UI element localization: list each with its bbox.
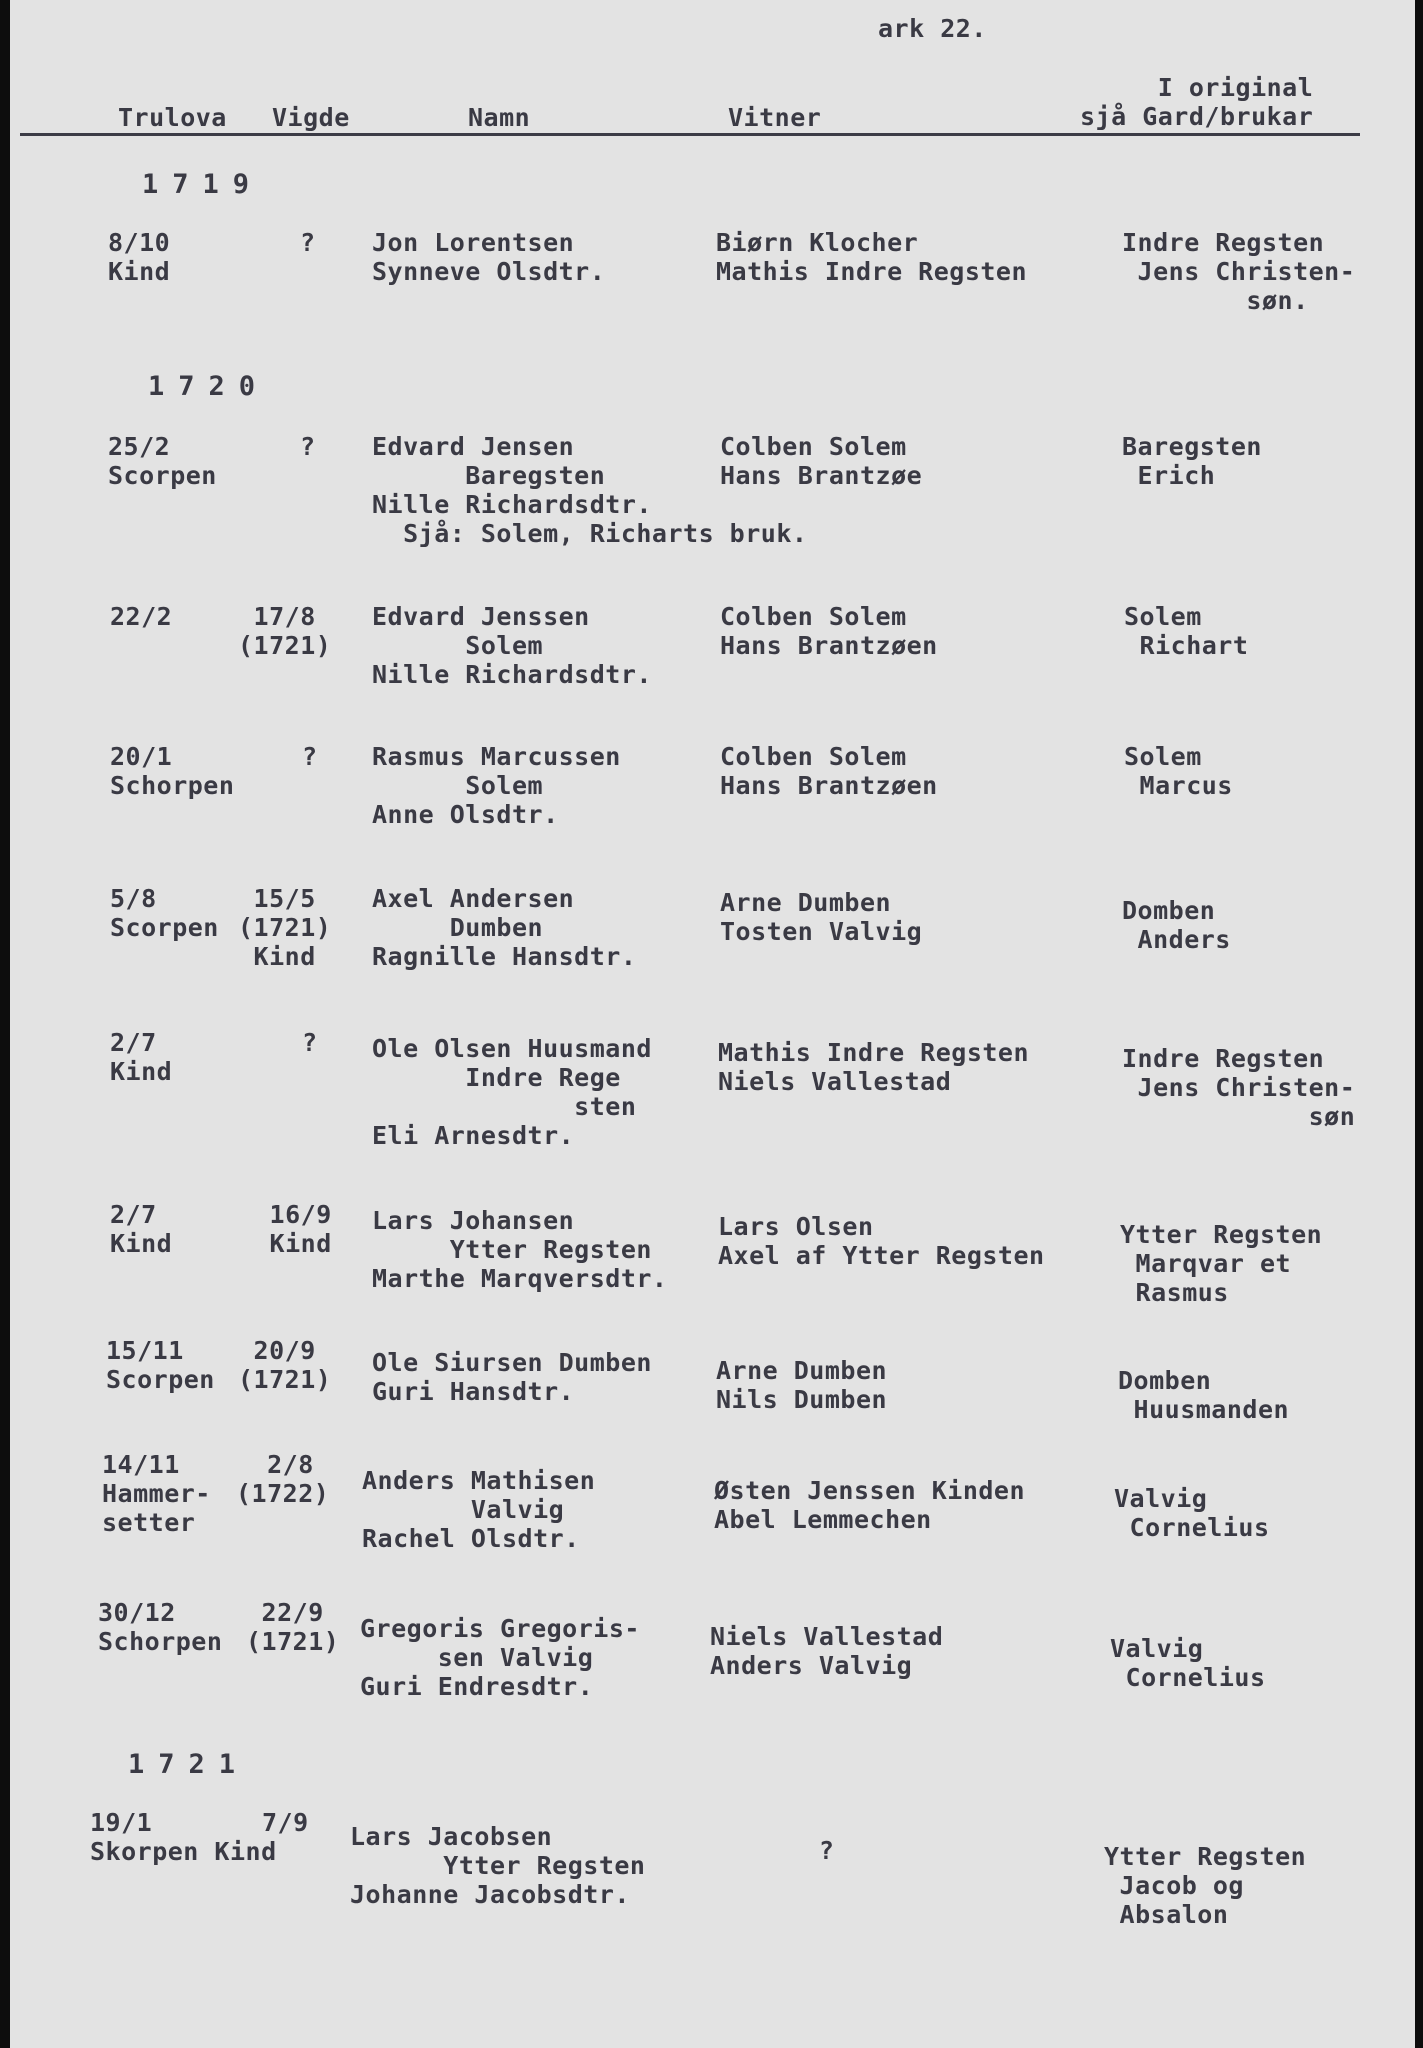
vitner-cell: Østen Jenssen Kinden Abel Lemmechen xyxy=(714,1476,1026,1534)
year-heading: 1721 xyxy=(128,1749,250,1780)
original-cell: Solem Marcus xyxy=(1124,742,1233,800)
original-cell: Ytter Regsten Jacob og Absalon xyxy=(1104,1842,1307,1929)
vitner-cell: Arne Dumben Nils Dumben xyxy=(716,1356,888,1414)
vigde-cell: 22/9 (1721) xyxy=(246,1598,340,1656)
vigde-cell: ? xyxy=(300,228,316,257)
vitner-cell: Lars Olsen Axel af Ytter Regsten xyxy=(718,1212,1045,1270)
header-namn: Namn xyxy=(468,103,531,132)
sheet-label: ark 22. xyxy=(878,14,987,43)
trulova-cell: 2/7 Kind xyxy=(110,1028,173,1086)
vitner-cell: Colben Solem Hans Brantzøen xyxy=(720,602,938,660)
vitner-cell: Colben Solem Hans Brantzøen xyxy=(720,742,938,800)
vigde-cell: 2/8 (1722) xyxy=(236,1450,330,1508)
header-trulova: Trulova xyxy=(118,103,227,132)
original-cell: Indre Regsten Jens Christen- søn. xyxy=(1122,228,1356,315)
trulova-cell: 14/11 Hammer- setter xyxy=(102,1450,211,1537)
trulova-cell: 20/1 Schorpen xyxy=(110,742,235,800)
original-cell: Ytter Regsten Marqvar et Rasmus xyxy=(1120,1220,1323,1307)
header-original: I original sjå Gard/brukar xyxy=(1080,73,1314,131)
namn-cell: Axel Andersen Dumben Ragnille Hansdtr. xyxy=(372,884,637,971)
namn-cell: Lars Johansen Ytter Regsten Marthe Marqversdtr. xyxy=(372,1206,668,1293)
vigde-cell: 20/9 (1721) xyxy=(238,1336,332,1394)
original-cell: Baregsten Erich xyxy=(1122,432,1262,490)
vitner-cell: Biørn Klocher Mathis Indre Regsten xyxy=(716,228,1028,286)
namn-cell: Jon Lorentsen Synneve Olsdtr. xyxy=(372,228,606,286)
vitner-cell: Niels Vallestad Anders Valvig xyxy=(710,1622,944,1680)
namn-cell: Gregoris Gregoris- sen Valvig Guri Endresdtr. xyxy=(360,1614,640,1701)
vigde-cell: 16/9 Kind xyxy=(269,1200,332,1258)
namn-cell: Edvard Jensen Baregsten Nille Richardsdtr. Sjå: Solem, Richarts bruk. xyxy=(372,432,808,548)
trulova-cell: 15/11 Scorpen xyxy=(106,1336,215,1394)
namn-cell: Rasmus Marcussen Solem Anne Olsdtr. xyxy=(372,742,621,829)
vigde-cell: ? xyxy=(302,1028,318,1057)
original-cell: Solem Richart xyxy=(1124,602,1249,660)
original-cell: Domben Huusmanden xyxy=(1118,1366,1290,1424)
document-page xyxy=(10,0,1415,2048)
original-cell: Indre Regsten Jens Christen- søn xyxy=(1122,1044,1356,1131)
namn-cell: Anders Mathisen Valvig Rachel Olsdtr. xyxy=(362,1466,596,1553)
header-vigde: Vigde xyxy=(272,103,350,132)
trulova-cell: 2/7 Kind xyxy=(110,1200,173,1258)
year-heading: 1719 xyxy=(142,169,264,200)
year-heading: 1720 xyxy=(148,371,270,402)
vitner-cell: Colben Solem Hans Brantzøe xyxy=(720,432,923,490)
original-cell: Valvig Cornelius xyxy=(1114,1484,1270,1542)
namn-cell: Lars Jacobsen Ytter Regsten Johanne Jacobsdtr. xyxy=(350,1822,646,1909)
namn-cell: Ole Olsen Huusmand Indre Rege sten Eli Arnesdtr. xyxy=(372,1034,652,1150)
vigde-cell: ? xyxy=(300,432,316,461)
vitner-cell: ? xyxy=(710,1836,835,1865)
namn-cell: Ole Siursen Dumben Guri Hansdtr. xyxy=(372,1348,652,1406)
trulova-cell: 8/10 Kind xyxy=(108,228,171,286)
vigde-cell: 17/8 (1721) xyxy=(238,602,332,660)
trulova-cell: 19/1 Skorpen Kind xyxy=(90,1808,277,1866)
vitner-cell: Mathis Indre Regsten Niels Vallestad xyxy=(718,1038,1030,1096)
vitner-cell: Arne Dumben Tosten Valvig xyxy=(720,888,923,946)
trulova-cell: 30/12 Schorpen xyxy=(98,1598,223,1656)
trulova-cell: 5/8 Scorpen xyxy=(110,884,219,942)
header-vitner: Vitner xyxy=(728,103,822,132)
header-rule xyxy=(20,133,1360,136)
vigde-cell: 7/9 xyxy=(262,1808,309,1837)
trulova-cell: 22/2 xyxy=(110,602,173,631)
original-cell: Valvig Cornelius xyxy=(1110,1634,1266,1692)
original-cell: Domben Anders xyxy=(1122,896,1231,954)
vigde-cell: ? xyxy=(302,742,318,771)
namn-cell: Edvard Jenssen Solem Nille Richardsdtr. xyxy=(372,602,652,689)
vigde-cell: 15/5 (1721) Kind xyxy=(238,884,332,971)
trulova-cell: 25/2 Scorpen xyxy=(108,432,217,490)
